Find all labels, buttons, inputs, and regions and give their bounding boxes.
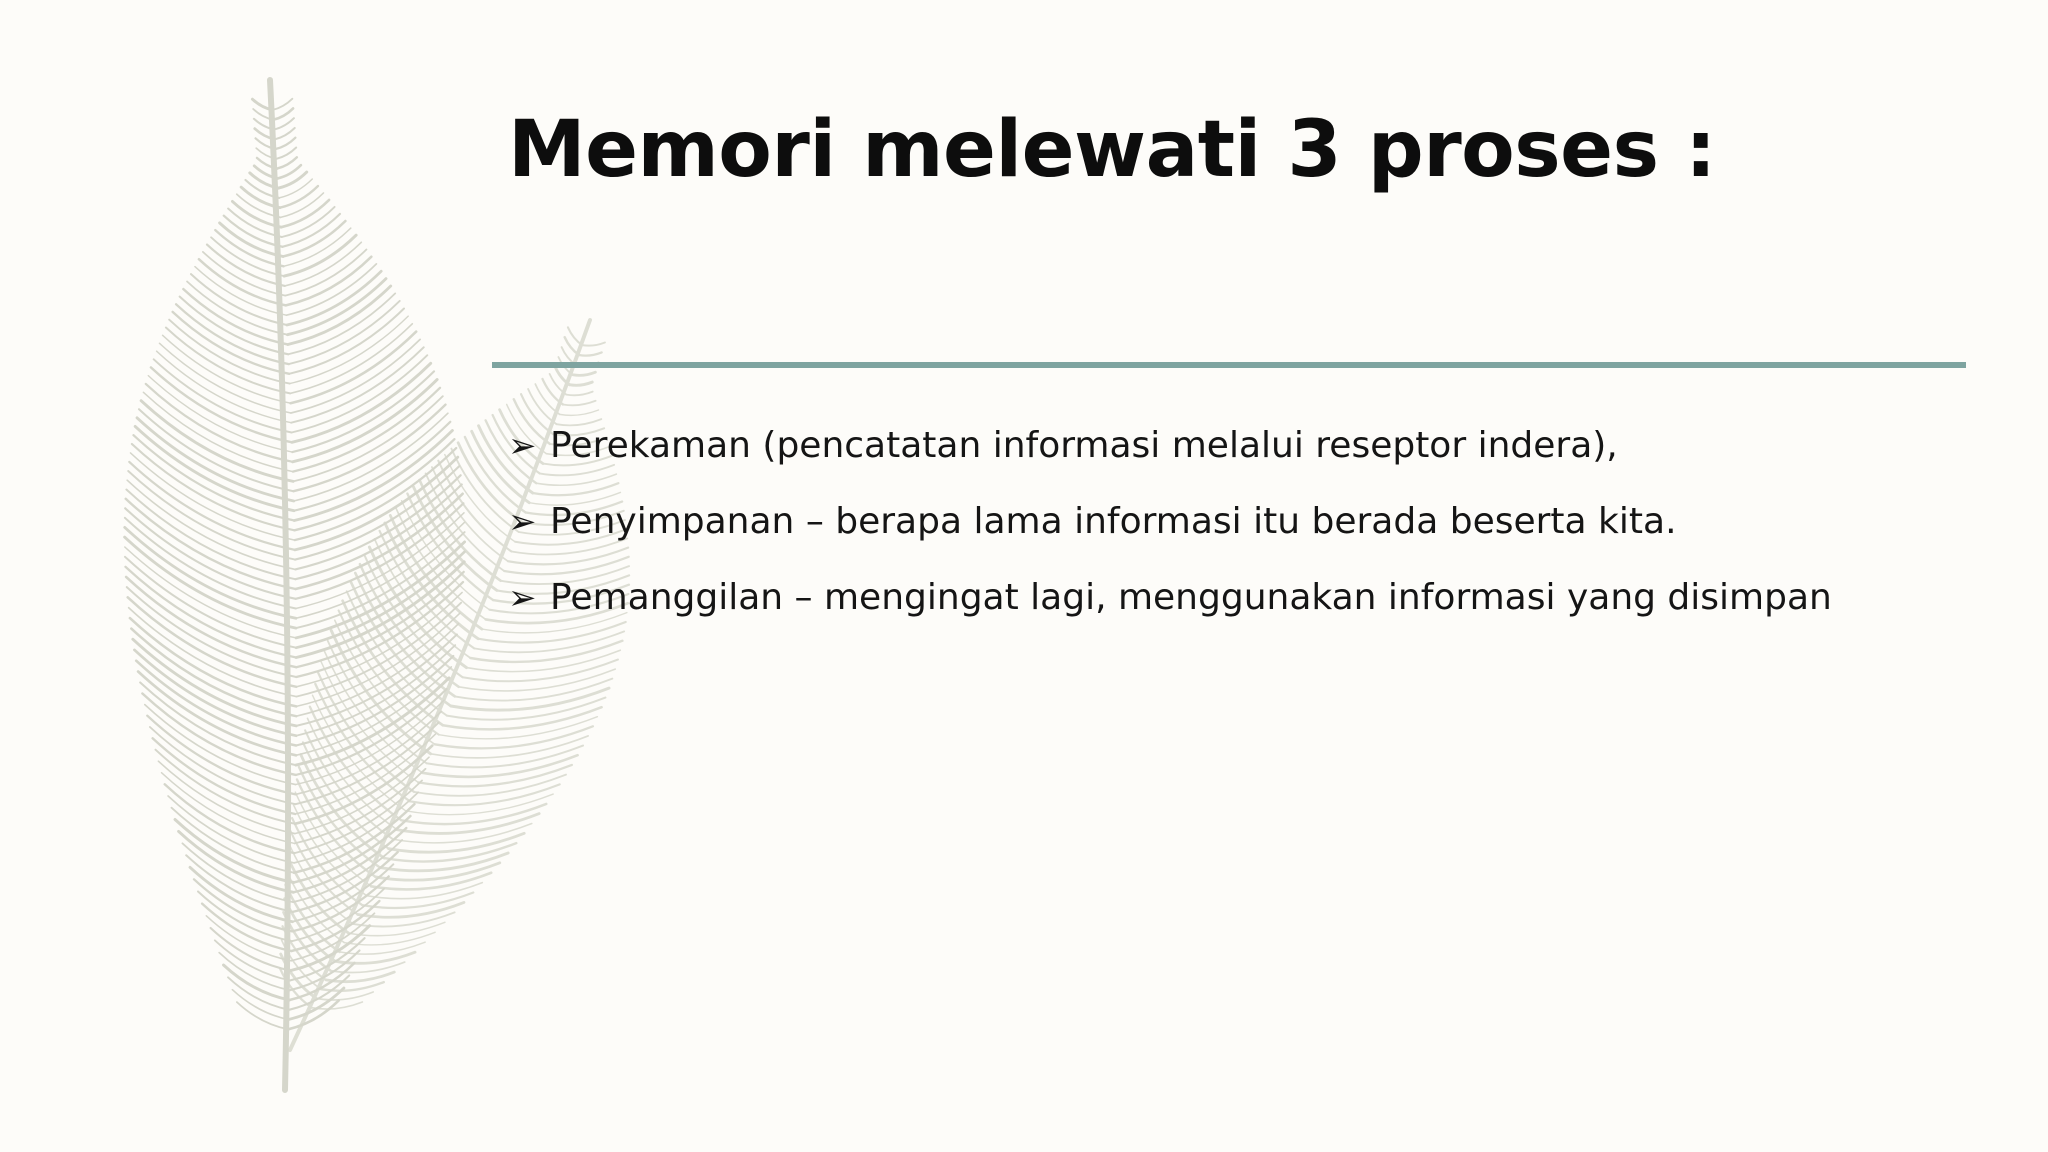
title-divider bbox=[492, 362, 1966, 368]
slide-title: Memori melewati 3 proses : bbox=[508, 105, 1716, 195]
bullet-item bbox=[508, 408, 1832, 484]
bullet-item bbox=[508, 560, 1832, 636]
arrow-bullet-icon: ➢ bbox=[508, 502, 537, 542]
bullet-item bbox=[508, 484, 1832, 560]
bullet-text: Penyimpanan – berapa lama informasi itu berada beserta kita. bbox=[550, 501, 1677, 542]
arrow-bullet-icon: ➢ bbox=[508, 426, 537, 466]
bullet-list bbox=[508, 408, 1832, 636]
bullet-text: Pemanggilan – mengingat lagi, menggunakan informasi yang disimpan bbox=[550, 577, 1832, 618]
arrow-bullet-icon: ➢ bbox=[508, 578, 537, 618]
bullet-text: Perekaman (pencatatan informasi melalui reseptor indera), bbox=[550, 425, 1618, 466]
